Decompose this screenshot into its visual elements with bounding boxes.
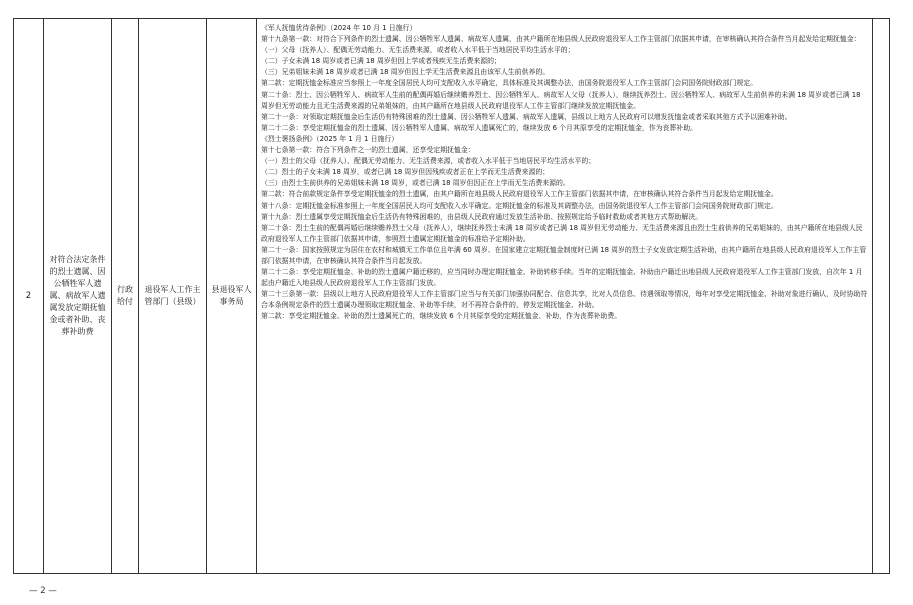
- basis-line: （一）烈士的父母（抚养人）、配偶无劳动能力、无生活费来源，或者收入水平低于当地居民平均生活水平的；: [261, 157, 596, 166]
- basis-line: 第二十二条：享受定期抚恤金、补助的烈士遗属户籍迁移的，应当同时办理定期抚恤金、补助转移手续。当年的定期抚恤金、补助由户籍迁出地县级人民政府退役军人工作主管部门发放，自次年 1 月起由户籍迁入地县级人民政府退役军人工作主管部门发放。: [261, 268, 863, 288]
- basis-line: 第二款：符合前款规定条件享受定期抚恤金的烈士遗属，由其户籍所在地县级人民政府退役军人工作主管部门依据其申请，在审核确认其符合条件当月起发给定期抚恤金。: [261, 190, 778, 199]
- page-number: — 2 —: [29, 586, 57, 596]
- legal-basis: [257, 19, 873, 574]
- power-category: 行政给付: [112, 19, 139, 574]
- basis-line: 第二十条：烈士、因公牺牲军人、病故军人生前的配偶再婚后继续赡养烈士、因公牺牲军人、病故军人父母（抚养人），继续抚养烈士、因公牺牲军人、病故军人生前供养的未满 18 周岁或者已满 18 周岁但无劳动能力且无生活费来源的兄弟姐妹的，由其户籍所在地县级人民政府退役军人工作主管部门继续发放定期抚恤金。: [261, 90, 861, 110]
- basis-line: 第二十二条：享受定期抚恤金的烈士遗属、因公牺牲军人遗属、病故军人遗属死亡的，继续发放 6 个月其原享受的定期抚恤金，作为丧葬补助。: [261, 123, 697, 132]
- basis-line: （二）烈士的子女未满 18 周岁，或者已满 18 周岁但因残疾或者正在上学而无生活费来源的；: [261, 168, 550, 177]
- basis-line: 《烈士褒扬条例》（2025 年 1 月 1 日施行）: [261, 134, 399, 143]
- basis-line: 第二款：定期抚恤金标准应当参照上一年度全国居民人均可支配收入水平确定，具体标准及其调整办法，由国务院退役军人工作主管部门会同国务院财政部门规定。: [261, 79, 758, 88]
- basis-line: 《军人抚恤优待条例》（2024 年 10 月 1 日施行）: [261, 24, 417, 32]
- basis-line: 第二十一条：国家按照规定为居住在农村和城镇无工作单位且年满 60 周岁、在国家建立定期抚恤金制度时已满 18 周岁的烈士子女发放定期生活补助，由其户籍所在地县级人民政府退役军人工作主管部门依据其申请，在审核确认其符合条件当月起发放。: [261, 245, 867, 265]
- row-number: 2: [14, 19, 44, 574]
- item-name: 对符合法定条件的烈士遗属、因公牺牲军人遗属、病故军人遗属发放定期抚恤金或者补助、丧葬补助费: [44, 19, 112, 574]
- basis-line: （三）兄弟姐妹未满 18 周岁或者已满 18 周岁但因上学无生活费来源且由该军人生前供养的。: [261, 68, 550, 77]
- basis-line: 第二十一条：对领取定期抚恤金后生活仍有特殊困难的烈士遗属、因公牺牲军人遗属、病故军人遗属，县级以上地方人民政府可以增发抚恤金或者采取其他方式予以困难补助。: [261, 112, 792, 121]
- basis-line: 第十七条第一款：符合下列条件之一的烈士遗属，还享受定期抚恤金：: [261, 146, 475, 155]
- competent-department: 退役军人工作主管部门（县级）: [139, 19, 207, 574]
- basis-line: 第二十条：烈士生前的配偶再婚后继续赡养烈士父母（抚养人），继续抚养烈士未满 18 周岁或者已满 18 周岁但无劳动能力、无生活费来源且由烈士生前供养的兄弟姐妹的，由其户籍所在地县级人民政府退役军人工作主管部门依据其申请，参照烈士遗属定期抚恤金的标准给予定期补助。: [261, 223, 863, 243]
- basis-line: 第十九条第一款：对符合下列条件的烈士遗属、因公牺牲军人遗属、病故军人遗属，由其户籍所在地县级人民政府退役军人工作主管部门依据其申请，在审核确认其符合条件当月起发给定期抚恤金：: [261, 35, 861, 44]
- basis-line: 第二十三条第一款：县级以上地方人民政府退役军人工作主管部门应当与有关部门加强协同配合、信息共享，比对人员信息、待遇领取等情况，每年对享受定期抚恤金、补助对象进行确认，及时协助符合本条例规定条件的烈士遗属办理领取定期抚恤金、补助等手续，对不再符合条件的，停发定期抚恤金、补助。: [261, 290, 868, 310]
- remarks-cell: [873, 19, 890, 574]
- basis-line: 第十八条：定期抚恤金标准参照上一年度全国居民人均可支配收入水平确定。定期抚恤金的标准及其调整办法，由国务院退役军人工作主管部门会同国务院财政部门规定。: [261, 201, 778, 210]
- basis-line: 第十九条：烈士遗属享受定期抚恤金后生活仍有特殊困难的，由县级人民政府通过发放生活补助、按照规定给予临时救助或者其他方式帮助解决。: [261, 212, 702, 221]
- power-list-table: [13, 18, 890, 574]
- basis-line: （一）父母（抚养人）、配偶无劳动能力、无生活费来源，或者收入水平低于当地居民平均生活水平的；: [261, 46, 575, 55]
- implementing-unit: 县退役军人事务局: [207, 19, 257, 574]
- basis-line: 第二款：享受定期抚恤金、补助的烈士遗属死亡的，继续发放 6 个月其原享受的定期抚恤金、补助，作为丧葬补助费。: [261, 312, 622, 321]
- table-row: [14, 19, 890, 574]
- basis-line: （三）由烈士生前供养的兄弟姐妹未满 18 周岁，或者已满 18 周岁但因正在上学而无生活费来源的。: [261, 179, 570, 188]
- basis-line: （二）子女未满 18 周岁或者已满 18 周岁但因上学或者残疾无生活费来源的；: [261, 57, 501, 66]
